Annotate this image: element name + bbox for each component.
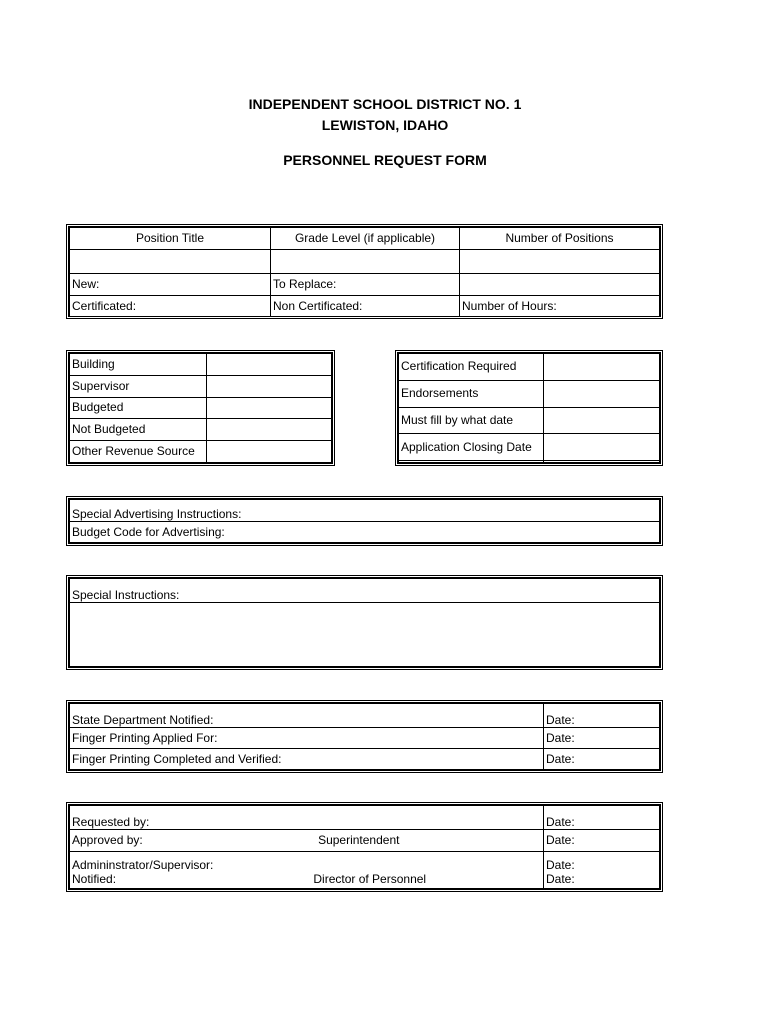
must-fill-label: Must fill by what date <box>399 407 544 434</box>
notified-label: Notified: <box>72 872 117 887</box>
approved-by-label: Approved by: <box>72 833 143 847</box>
notified-field[interactable] <box>70 872 544 889</box>
certification-required-field[interactable] <box>544 354 660 381</box>
not-budgeted-label: Not Budgeted <box>70 419 207 441</box>
number-positions-header: Number of Positions <box>460 228 660 250</box>
state-notified-date[interactable]: Date: <box>544 704 660 728</box>
to-replace-field[interactable]: To Replace: <box>271 274 460 296</box>
special-instructions-field[interactable] <box>70 603 660 667</box>
must-fill-field[interactable] <box>544 407 660 434</box>
advertising-section <box>66 496 663 546</box>
closing-date-field[interactable] <box>544 434 660 461</box>
grade-level-field[interactable] <box>271 250 460 274</box>
position-section <box>66 224 663 319</box>
district-city: LEWISTON, IDAHO <box>321 117 449 133</box>
supervisor-label: Supervisor <box>70 375 207 397</box>
other-revenue-field[interactable] <box>207 441 332 463</box>
fp-applied-field[interactable]: Finger Printing Applied For: <box>70 728 544 749</box>
fp-applied-date[interactable]: Date: <box>544 728 660 749</box>
endorsements-label: Endorsements <box>399 380 544 407</box>
director-label: Director of Personnel <box>313 872 427 887</box>
endorsements-field[interactable] <box>544 380 660 407</box>
budget-code-field[interactable]: Budget Code for Advertising: <box>70 522 660 543</box>
budgeted-field[interactable] <box>207 397 332 419</box>
state-notified-field[interactable]: State Department Notified: <box>70 704 544 728</box>
approved-date[interactable]: Date: <box>544 830 660 852</box>
district-name: INDEPENDENT SCHOOL DISTRICT NO. 1 <box>248 96 522 112</box>
supervisor-field[interactable] <box>207 375 332 397</box>
grade-level-header: Grade Level (if applicable) <box>271 228 460 250</box>
certificated-field[interactable]: Certificated: <box>70 296 271 317</box>
empty-cell <box>460 274 660 296</box>
state-section <box>66 700 663 773</box>
building-section <box>66 350 335 466</box>
other-revenue-label: Other Revenue Source <box>70 441 207 463</box>
position-title-field[interactable] <box>70 250 271 274</box>
approved-by-field[interactable] <box>70 830 544 852</box>
certification-section <box>395 350 663 466</box>
building-label: Building <box>70 354 207 376</box>
form-title: PERSONNEL REQUEST FORM <box>283 152 487 168</box>
requested-by-field[interactable]: Requested by: <box>70 806 544 830</box>
non-certificated-field[interactable]: Non Certificated: <box>271 296 460 317</box>
requested-date[interactable]: Date: <box>544 806 660 830</box>
number-positions-field[interactable] <box>460 250 660 274</box>
blank-field[interactable] <box>544 461 660 463</box>
new-field[interactable]: New: <box>70 274 271 296</box>
fp-completed-field[interactable]: Finger Printing Completed and Verified: <box>70 749 544 770</box>
certification-required-label: Certification Required <box>399 354 544 381</box>
admin-date[interactable]: Date: <box>544 852 660 872</box>
notified-date[interactable]: Date: <box>544 872 660 889</box>
approval-section <box>66 802 663 892</box>
admin-supervisor-label: Admininstrator/Supervisor: <box>70 852 544 872</box>
superintendent-label: Superintendent <box>318 833 400 847</box>
instructions-section <box>66 575 663 670</box>
special-instructions-label: Special Instructions: <box>70 579 660 603</box>
special-advertising-field[interactable]: Special Advertising Instructions: <box>70 500 660 522</box>
blank-label <box>399 461 544 463</box>
fp-completed-date[interactable]: Date: <box>544 749 660 770</box>
closing-date-label: Application Closing Date <box>399 434 544 461</box>
building-field[interactable] <box>207 354 332 376</box>
number-hours-field[interactable]: Number of Hours: <box>460 296 660 317</box>
budgeted-label: Budgeted <box>70 397 207 419</box>
position-title-header: Position Title <box>70 228 271 250</box>
not-budgeted-field[interactable] <box>207 419 332 441</box>
